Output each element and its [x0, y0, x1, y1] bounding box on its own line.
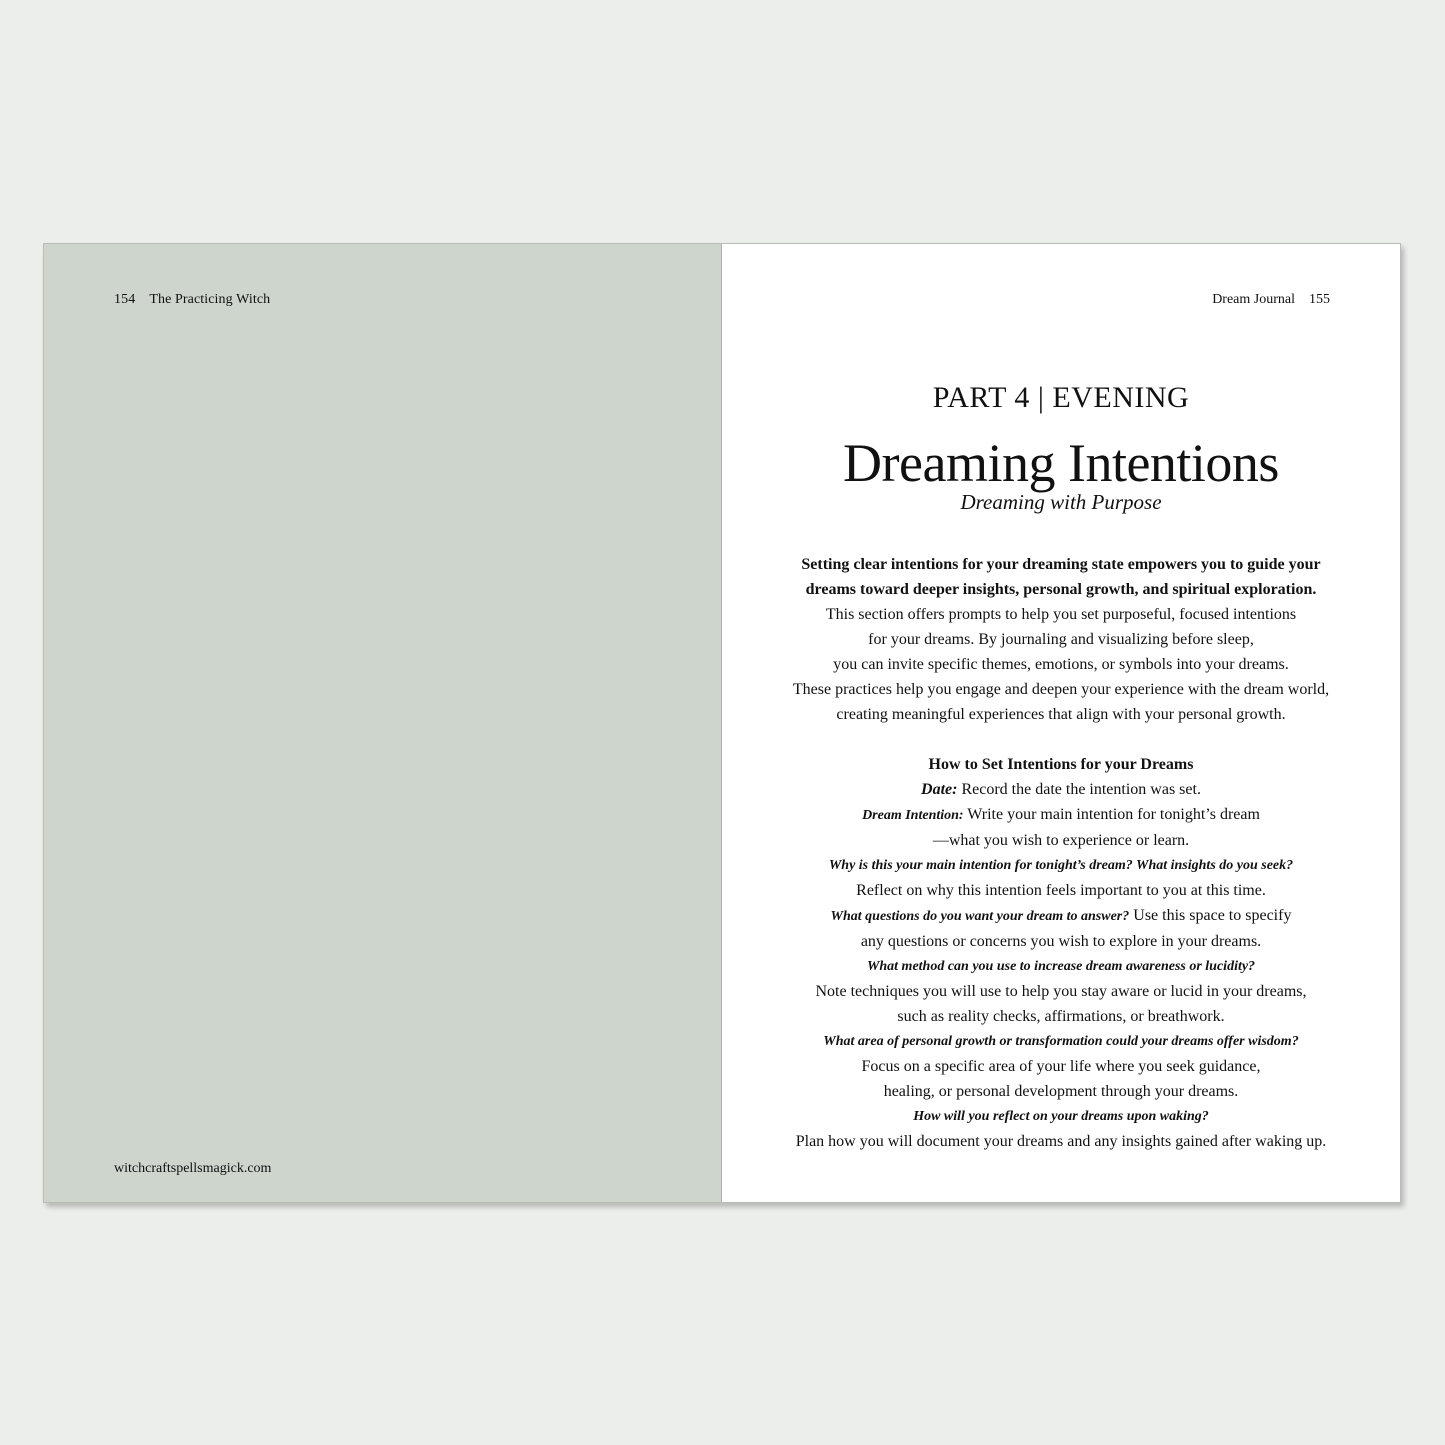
intro-bold-line: Setting clear intentions for your dreaming state empowers you to guide your [801, 556, 1321, 573]
intro-line: for your dreams. By journaling and visualizing before sleep, [868, 631, 1254, 648]
left-running-head [114, 292, 270, 308]
howto-heading: How to Set Intentions for your Dreams [928, 756, 1194, 773]
date-prompt [722, 777, 1400, 802]
intention-prompt [722, 802, 1400, 828]
page-title: Dreaming Intentions [843, 433, 1279, 493]
question-3-text: Note techniques you will use to help you stay aware or lucid in your dreams, [815, 983, 1307, 1000]
howto-section [722, 752, 1400, 1154]
question-4-text: Focus on a specific area of your life where you seek guidance, [861, 1058, 1261, 1075]
question-5-text: Plan how you will document your dreams and any insights gained after waking up. [795, 1133, 1327, 1150]
intro-section [722, 552, 1400, 727]
question-4: What area of personal growth or transformation could your dreams offer wisdom? [823, 1034, 1299, 1049]
intention-text-2: —what you wish to experience or learn. [932, 832, 1190, 849]
intro-line: This section offers prompts to help you set purposeful, focused intentions [825, 606, 1297, 623]
book-spread [43, 243, 1401, 1203]
question-2-text: Use this space to specify [1129, 907, 1292, 924]
left-page-number: 154 [114, 292, 136, 307]
right-page-number: 155 [1309, 292, 1330, 307]
right-running-title: Dream Journal [1212, 292, 1295, 307]
left-page [44, 244, 722, 1202]
question-1-text: Reflect on why this intention feels important to you at this time. [856, 882, 1266, 899]
website-footer: witchcraftspellsmagick.com [114, 1161, 272, 1176]
left-running-title: The Practicing Witch [149, 292, 271, 307]
question-2: What questions do you want your dream to answer? [830, 909, 1130, 924]
right-page [722, 244, 1400, 1202]
intro-line: These practices help you engage and deepen your experience with the dream world, [792, 681, 1330, 698]
right-running-head [1212, 292, 1330, 308]
page-content [722, 380, 1400, 1154]
date-label: Date: [921, 781, 958, 798]
question-3: What method can you use to increase dream awareness or lucidity? [866, 959, 1256, 974]
question-4-text-2: healing, or personal development through your dreams. [883, 1083, 1239, 1100]
intro-bold-line: dreams toward deeper insights, personal growth, and spiritual exploration. [805, 581, 1317, 598]
question-5: How will you reflect on your dreams upon waking? [913, 1109, 1209, 1124]
intention-text: Write your main intention for tonight’s dream [963, 806, 1260, 823]
question-1: Why is this your main intention for tonight’s dream? What insights do you seek? [828, 858, 1294, 873]
question-2-prompt [722, 903, 1400, 929]
date-text: Record the date the intention was set. [957, 781, 1201, 798]
part-heading: PART 4 | EVENING [932, 381, 1190, 414]
intro-line: creating meaningful experiences that align with your personal growth. [836, 706, 1286, 723]
question-2-text-2: any questions or concerns you wish to explore in your dreams. [860, 933, 1262, 950]
page-subtitle: Dreaming with Purpose [960, 490, 1162, 514]
intention-label: Dream Intention: [862, 808, 964, 823]
intro-line: you can invite specific themes, emotions, or symbols into your dreams. [833, 656, 1289, 673]
question-3-text-2: such as reality checks, affirmations, or breathwork. [897, 1008, 1225, 1025]
